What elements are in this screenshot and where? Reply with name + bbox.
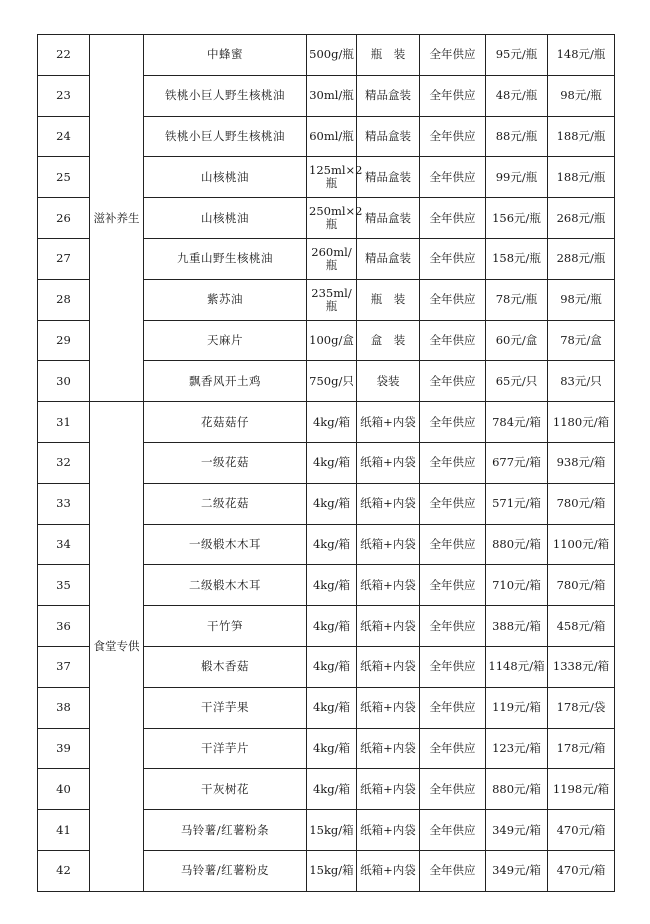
price-a: 48元/瓶 <box>486 75 548 116</box>
category-cell: 滋补养生 <box>90 35 144 402</box>
price-b: 1198元/箱 <box>548 769 615 810</box>
product-name: 马铃薯/红薯粉皮 <box>144 850 307 891</box>
price-a: 571元/箱 <box>486 483 548 524</box>
supply-period: 全年供应 <box>420 769 486 810</box>
price-a: 60元/盒 <box>486 320 548 361</box>
product-spec: 4kg/箱 <box>307 524 357 565</box>
supply-period: 全年供应 <box>420 116 486 157</box>
packaging: 纸箱+内袋 <box>357 402 420 443</box>
row-number: 36 <box>38 606 90 647</box>
product-name: 一级椴木木耳 <box>144 524 307 565</box>
product-name: 铁桃小巨人野生核桃油 <box>144 75 307 116</box>
packaging: 精品盒装 <box>357 157 420 198</box>
packaging: 瓶 装 <box>357 35 420 76</box>
supply-period: 全年供应 <box>420 565 486 606</box>
price-a: 78元/瓶 <box>486 279 548 320</box>
price-a: 880元/箱 <box>486 769 548 810</box>
price-b: 178元/袋 <box>548 687 615 728</box>
product-spec: 125ml×2瓶 <box>307 157 357 198</box>
price-a: 349元/箱 <box>486 810 548 851</box>
product-price-sheet <box>37 34 614 878</box>
price-a: 677元/箱 <box>486 442 548 483</box>
price-b: 470元/箱 <box>548 810 615 851</box>
product-spec: 500g/瓶 <box>307 35 357 76</box>
product-spec: 4kg/箱 <box>307 687 357 728</box>
packaging: 纸箱+内袋 <box>357 810 420 851</box>
row-number: 23 <box>38 75 90 116</box>
product-name: 干竹笋 <box>144 606 307 647</box>
supply-period: 全年供应 <box>420 810 486 851</box>
row-number: 30 <box>38 361 90 402</box>
packaging: 精品盒装 <box>357 238 420 279</box>
row-number: 22 <box>38 35 90 76</box>
supply-period: 全年供应 <box>420 646 486 687</box>
table-row <box>38 35 615 76</box>
product-spec: 750g/只 <box>307 361 357 402</box>
supply-period: 全年供应 <box>420 157 486 198</box>
packaging: 纸箱+内袋 <box>357 483 420 524</box>
product-spec: 4kg/箱 <box>307 565 357 606</box>
product-name: 干洋芋果 <box>144 687 307 728</box>
row-number: 26 <box>38 198 90 239</box>
price-b: 148元/瓶 <box>548 35 615 76</box>
price-a: 349元/箱 <box>486 850 548 891</box>
product-name: 中蜂蜜 <box>144 35 307 76</box>
price-b: 78元/盒 <box>548 320 615 361</box>
price-b: 470元/箱 <box>548 850 615 891</box>
product-spec: 60ml/瓶 <box>307 116 357 157</box>
row-number: 34 <box>38 524 90 565</box>
packaging: 纸箱+内袋 <box>357 442 420 483</box>
product-name: 干洋芋片 <box>144 728 307 769</box>
supply-period: 全年供应 <box>420 850 486 891</box>
price-b: 188元/瓶 <box>548 157 615 198</box>
product-spec: 30ml/瓶 <box>307 75 357 116</box>
supply-period: 全年供应 <box>420 483 486 524</box>
category-cell: 食堂专供 <box>90 402 144 892</box>
row-number: 33 <box>38 483 90 524</box>
supply-period: 全年供应 <box>420 198 486 239</box>
price-b: 98元/瓶 <box>548 75 615 116</box>
supply-period: 全年供应 <box>420 279 486 320</box>
supply-period: 全年供应 <box>420 606 486 647</box>
product-spec: 4kg/箱 <box>307 646 357 687</box>
price-b: 188元/瓶 <box>548 116 615 157</box>
price-a: 119元/箱 <box>486 687 548 728</box>
product-name: 马铃薯/红薯粉条 <box>144 810 307 851</box>
price-a: 388元/箱 <box>486 606 548 647</box>
product-name: 干灰树花 <box>144 769 307 810</box>
product-spec: 260ml/瓶 <box>307 238 357 279</box>
price-b: 1100元/箱 <box>548 524 615 565</box>
product-name: 山核桃油 <box>144 198 307 239</box>
supply-period: 全年供应 <box>420 728 486 769</box>
packaging: 精品盒装 <box>357 75 420 116</box>
price-a: 710元/箱 <box>486 565 548 606</box>
row-number: 39 <box>38 728 90 769</box>
price-b: 458元/箱 <box>548 606 615 647</box>
product-name: 二级花菇 <box>144 483 307 524</box>
product-name: 天麻片 <box>144 320 307 361</box>
row-number: 25 <box>38 157 90 198</box>
packaging: 精品盒装 <box>357 198 420 239</box>
packaging: 精品盒装 <box>357 116 420 157</box>
product-name: 花菇菇仔 <box>144 402 307 443</box>
product-spec: 4kg/箱 <box>307 402 357 443</box>
row-number: 35 <box>38 565 90 606</box>
product-name: 紫苏油 <box>144 279 307 320</box>
supply-period: 全年供应 <box>420 524 486 565</box>
price-b: 780元/箱 <box>548 565 615 606</box>
row-number: 38 <box>38 687 90 728</box>
product-price-table <box>37 34 615 892</box>
supply-period: 全年供应 <box>420 238 486 279</box>
price-a: 158元/瓶 <box>486 238 548 279</box>
packaging: 袋装 <box>357 361 420 402</box>
product-name: 山核桃油 <box>144 157 307 198</box>
supply-period: 全年供应 <box>420 687 486 728</box>
price-b: 938元/箱 <box>548 442 615 483</box>
row-number: 29 <box>38 320 90 361</box>
price-a: 880元/箱 <box>486 524 548 565</box>
product-name: 椴木香菇 <box>144 646 307 687</box>
product-spec: 250ml×2瓶 <box>307 198 357 239</box>
product-spec: 4kg/箱 <box>307 728 357 769</box>
packaging: 纸箱+内袋 <box>357 646 420 687</box>
product-name: 铁桃小巨人野生核桃油 <box>144 116 307 157</box>
supply-period: 全年供应 <box>420 361 486 402</box>
table-body <box>38 35 615 892</box>
packaging: 瓶 装 <box>357 279 420 320</box>
packaging: 纸箱+内袋 <box>357 850 420 891</box>
price-b: 1180元/箱 <box>548 402 615 443</box>
product-name: 飘香风开土鸡 <box>144 361 307 402</box>
product-spec: 15kg/箱 <box>307 850 357 891</box>
price-a: 1148元/箱 <box>486 646 548 687</box>
price-b: 268元/瓶 <box>548 198 615 239</box>
price-a: 784元/箱 <box>486 402 548 443</box>
packaging: 盒 装 <box>357 320 420 361</box>
product-spec: 4kg/箱 <box>307 442 357 483</box>
product-spec: 100g/盒 <box>307 320 357 361</box>
supply-period: 全年供应 <box>420 75 486 116</box>
price-a: 99元/瓶 <box>486 157 548 198</box>
product-spec: 4kg/箱 <box>307 769 357 810</box>
supply-period: 全年供应 <box>420 35 486 76</box>
price-a: 65元/只 <box>486 361 548 402</box>
product-spec: 4kg/箱 <box>307 483 357 524</box>
price-b: 83元/只 <box>548 361 615 402</box>
packaging: 纸箱+内袋 <box>357 687 420 728</box>
row-number: 31 <box>38 402 90 443</box>
supply-period: 全年供应 <box>420 402 486 443</box>
row-number: 27 <box>38 238 90 279</box>
row-number: 41 <box>38 810 90 851</box>
row-number: 40 <box>38 769 90 810</box>
price-a: 88元/瓶 <box>486 116 548 157</box>
price-b: 288元/瓶 <box>548 238 615 279</box>
supply-period: 全年供应 <box>420 442 486 483</box>
product-name: 二级椴木木耳 <box>144 565 307 606</box>
price-a: 123元/箱 <box>486 728 548 769</box>
product-spec: 4kg/箱 <box>307 606 357 647</box>
price-b: 780元/箱 <box>548 483 615 524</box>
price-a: 95元/瓶 <box>486 35 548 76</box>
row-number: 24 <box>38 116 90 157</box>
packaging: 纸箱+内袋 <box>357 606 420 647</box>
product-name: 一级花菇 <box>144 442 307 483</box>
price-a: 156元/瓶 <box>486 198 548 239</box>
row-number: 28 <box>38 279 90 320</box>
product-spec: 235ml/瓶 <box>307 279 357 320</box>
row-number: 37 <box>38 646 90 687</box>
packaging: 纸箱+内袋 <box>357 769 420 810</box>
price-b: 178元/箱 <box>548 728 615 769</box>
product-spec: 15kg/箱 <box>307 810 357 851</box>
packaging: 纸箱+内袋 <box>357 565 420 606</box>
supply-period: 全年供应 <box>420 320 486 361</box>
packaging: 纸箱+内袋 <box>357 524 420 565</box>
price-b: 1338元/箱 <box>548 646 615 687</box>
product-name: 九重山野生核桃油 <box>144 238 307 279</box>
row-number: 32 <box>38 442 90 483</box>
packaging: 纸箱+内袋 <box>357 728 420 769</box>
row-number: 42 <box>38 850 90 891</box>
price-b: 98元/瓶 <box>548 279 615 320</box>
table-row <box>38 402 615 443</box>
